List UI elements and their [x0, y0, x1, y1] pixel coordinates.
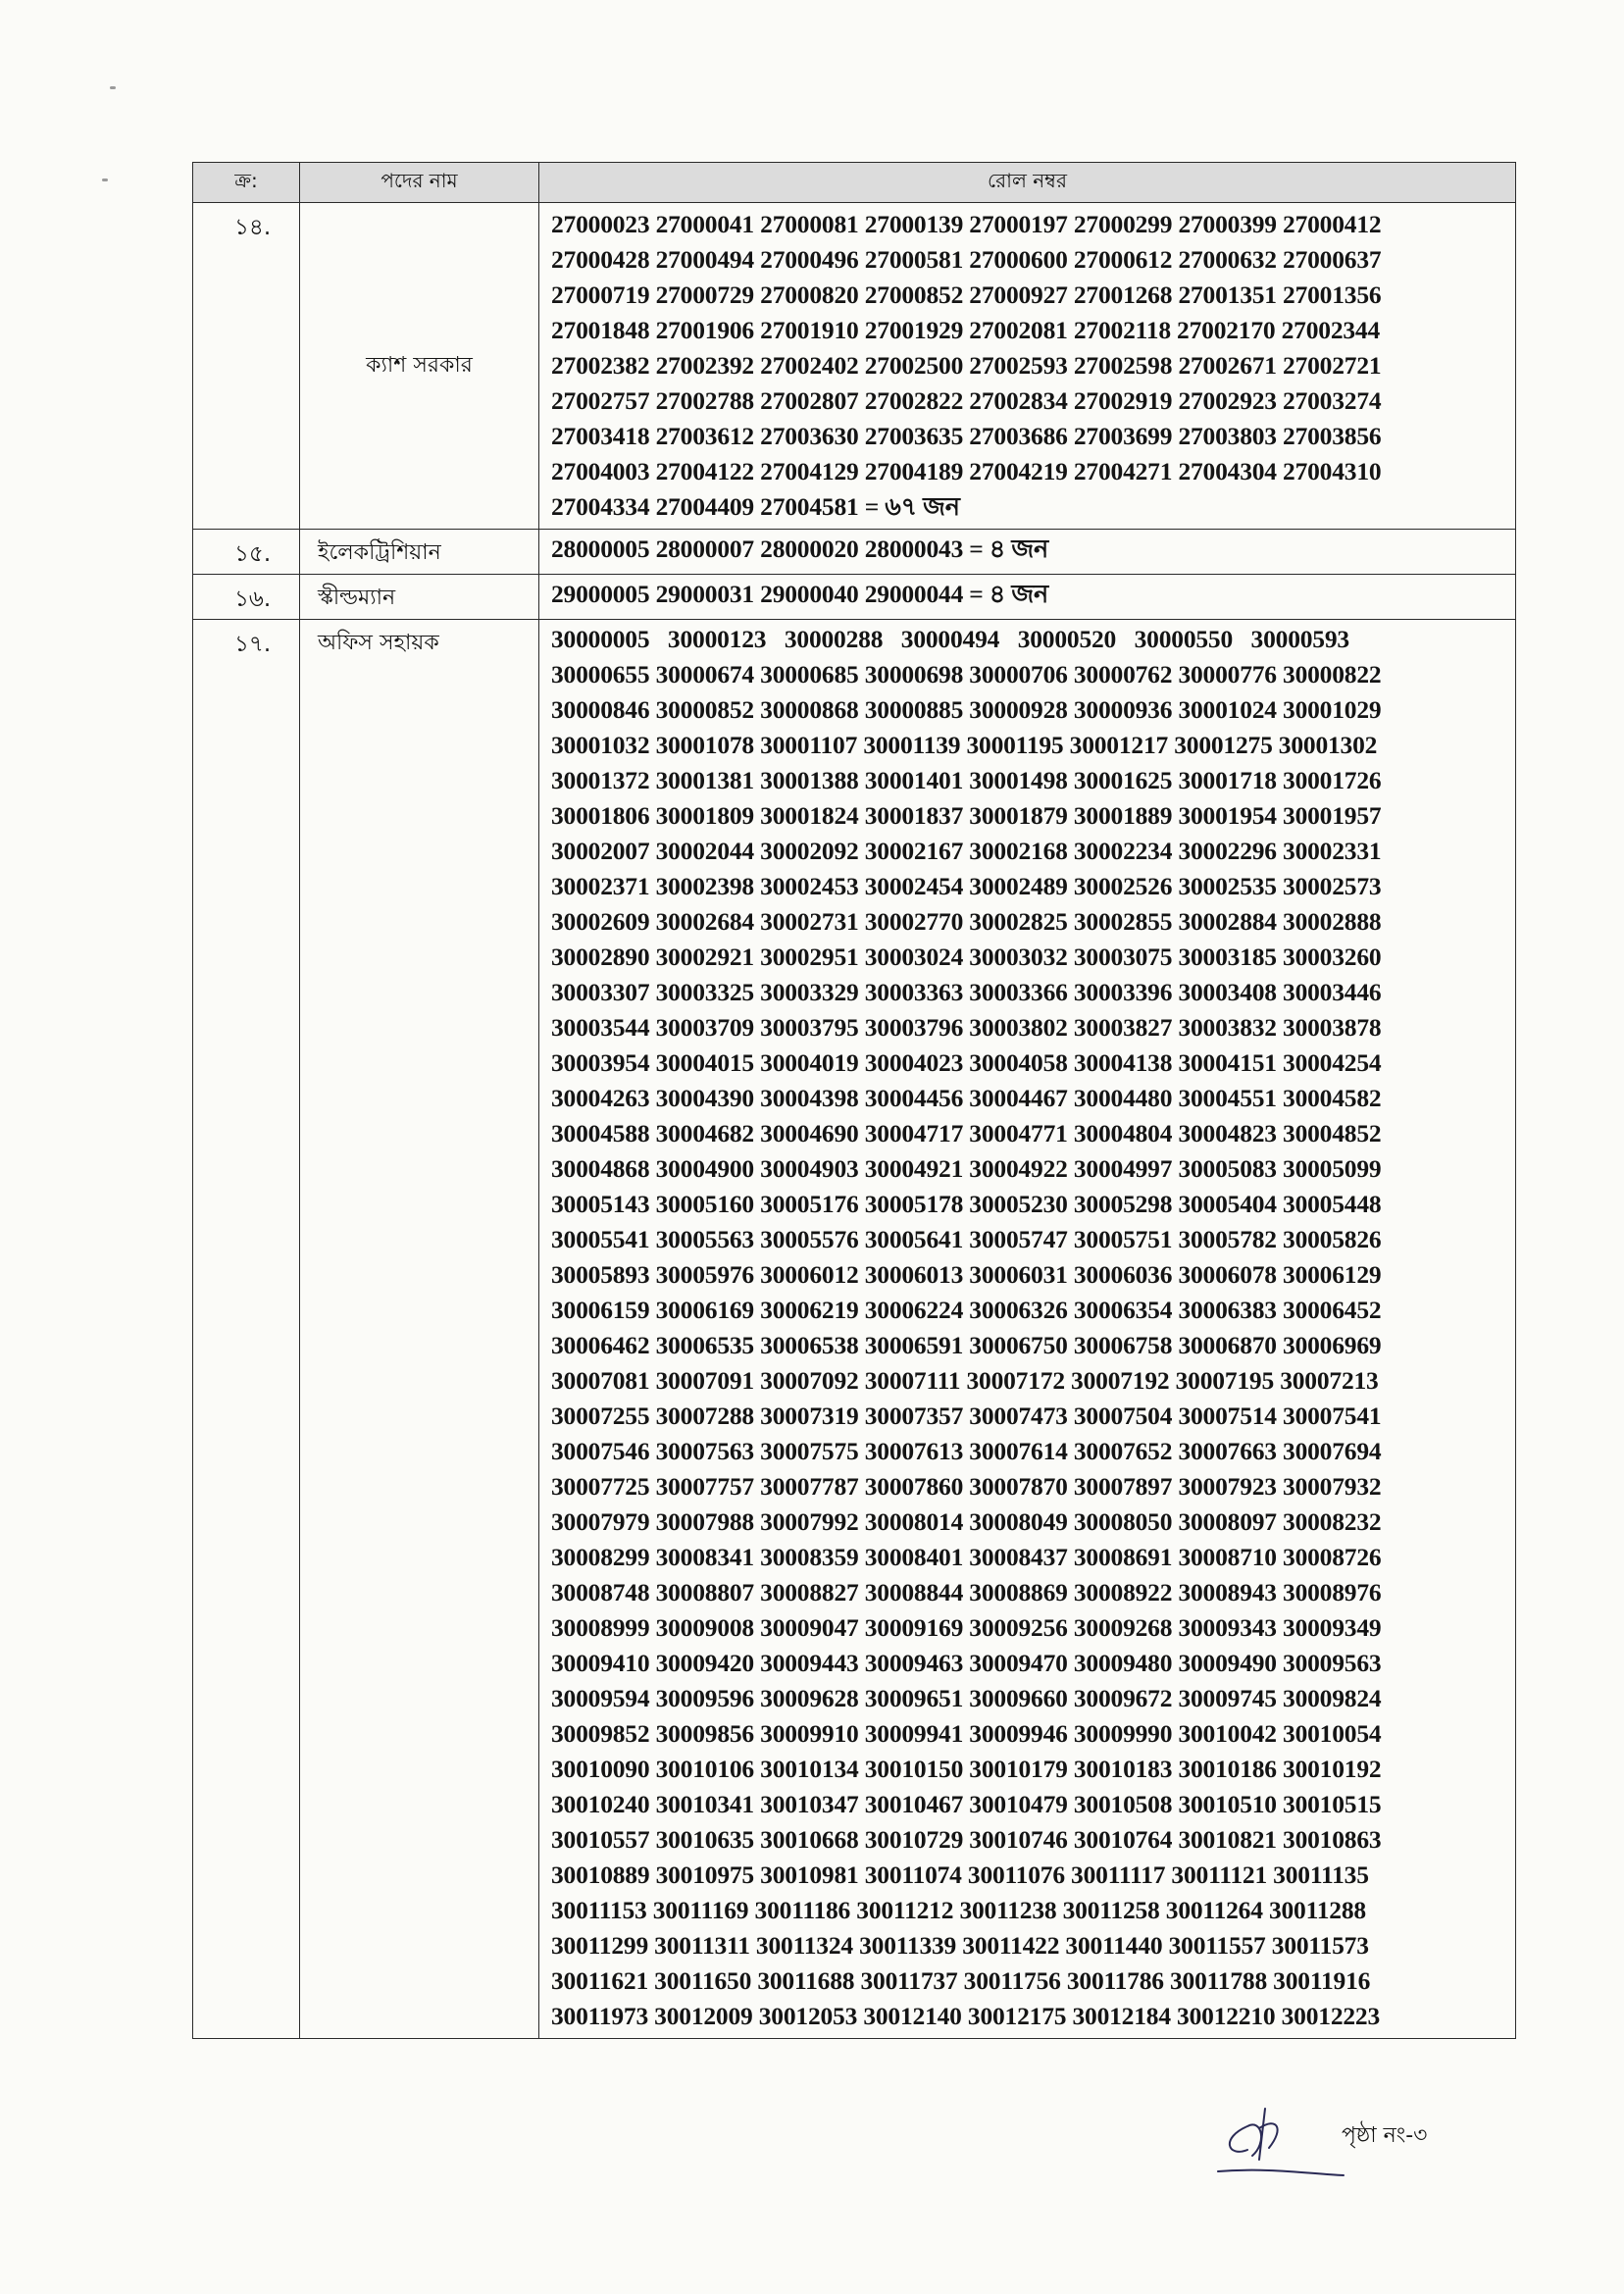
table-row [193, 530, 1516, 575]
roll-number-line: 27003418 27003612 27003630 27003635 27003686 27003699 27003803 27003856 [551, 422, 1382, 450]
roll-number-line: 30008748 30008807 30008827 30008844 30008869 30008922 30008943 30008976 [551, 1578, 1382, 1606]
roll-number-line: 30011621 30011650 30011688 30011737 30011756 30011786 30011788 30011916 [551, 1966, 1371, 1995]
roll-number-line: 30003544 30003709 30003795 30003796 30003802 30003827 30003832 30003878 [551, 1013, 1382, 1042]
roll-number-line: 30007255 30007288 30007319 30007357 30007473 30007504 30007514 30007541 [551, 1402, 1382, 1430]
roll-number-line: 30001372 30001381 30001388 30001401 30001498 30001625 30001718 30001726 [551, 766, 1382, 794]
header-serial: ক্র: [193, 163, 300, 203]
roll-number-line: 30010557 30010635 30010668 30010729 30010746 30010764 30010821 30010863 [551, 1825, 1382, 1854]
roll-number-line: 27001848 27001906 27001910 27001929 27002081 27002118 27002170 27002344 [551, 316, 1381, 344]
roll-number-line: 30008999 30009008 30009047 30009169 30009256 30009268 30009343 30009349 [551, 1613, 1382, 1642]
roll-number-line: 30004868 30004900 30004903 30004921 30004922 30004997 30005083 30005099 [551, 1154, 1382, 1183]
serial-cell: ১৫. [193, 530, 300, 575]
roll-number-line: 30009852 30009856 30009910 30009941 30009946 30009990 30010042 30010054 [551, 1719, 1382, 1748]
table-row [193, 203, 1516, 530]
roll-number-line: 27000428 27000494 27000496 27000581 27000600 27000612 27000632 27000637 [551, 245, 1382, 274]
roll-number-line: 30004263 30004390 30004398 30004456 30004467 30004480 30004551 30004582 [551, 1084, 1382, 1112]
roll-number-line: 30011153 30011169 30011186 30011212 30011238 30011258 30011264 30011288 [551, 1896, 1366, 1924]
roll-number-line: 27004003 27004122 27004129 27004189 27004219 27004271 27004304 27004310 [551, 457, 1382, 485]
roll-number-line: 27000023 27000041 27000081 27000139 27000197 27000299 27000399 27000412 [551, 210, 1382, 238]
roll-number-line: 30001032 30001078 30001107 30001139 30001195 30001217 30001275 30001302 [551, 731, 1378, 759]
scan-speck [102, 178, 108, 181]
scan-speck [110, 86, 116, 89]
roll-number-line: 30007546 30007563 30007575 30007613 30007614 30007652 30007663 30007694 [551, 1437, 1382, 1465]
serial-cell: ১৬. [193, 575, 300, 620]
roll-number-line: 30002890 30002921 30002951 30003024 30003032 30003075 30003185 30003260 [551, 943, 1382, 971]
post-name-cell: ইলেকট্রিশিয়ান [300, 530, 539, 575]
roll-number-line: 30002609 30002684 30002731 30002770 30002825 30002855 30002884 30002888 [551, 907, 1382, 936]
roll-number-line: 27000719 27000729 27000820 27000852 27000927 27001268 27001351 27001356 [551, 280, 1382, 309]
post-name-cell: স্কীল্ডম্যান [300, 575, 539, 620]
roll-number-line: 27002382 27002392 27002402 27002500 27002593 27002598 27002671 27002721 [551, 351, 1382, 380]
table-row [193, 620, 1516, 2039]
roll-number-line: 30000005 30000123 30000288 30000494 30000520 30000550 30000593 [551, 625, 1349, 653]
roll-number-line: 30007081 30007091 30007092 30007111 30007172 30007192 30007195 30007213 [551, 1366, 1379, 1395]
roll-number-line: 30003954 30004015 30004019 30004023 30004058 30004138 30004151 30004254 [551, 1048, 1382, 1077]
roll-number-line: 27004334 27004409 27004581 = ৬৭ জন [551, 492, 960, 521]
serial-cell: ১৪. [193, 203, 300, 530]
table-body [193, 203, 1516, 2039]
roll-number-line: 28000005 28000007 28000020 28000043 = ৪ জন [551, 535, 1048, 563]
roll-number-line: 30008299 30008341 30008359 30008401 30008437 30008691 30008710 30008726 [551, 1543, 1382, 1571]
roll-number-line: 30007979 30007988 30007992 30008014 30008049 30008050 30008097 30008232 [551, 1507, 1382, 1536]
roll-numbers-cell [539, 530, 1516, 575]
roll-number-line: 30010889 30010975 30010981 30011074 30011076 30011117 30011121 30011135 [551, 1861, 1369, 1889]
roll-number-line: 27002757 27002788 27002807 27002822 27002834 27002919 27002923 27003274 [551, 386, 1382, 415]
post-name-cell: অফিস সহায়ক [300, 620, 539, 2039]
page-number: পৃষ্ঠা নং-৩ [1342, 2123, 1428, 2148]
post-name-cell: ক্যাশ সরকার [300, 203, 539, 530]
roll-number-line: 30010240 30010341 30010347 30010467 30010479 30010508 30010510 30010515 [551, 1790, 1382, 1818]
serial-cell: ১৭. [193, 620, 300, 2039]
roll-number-line: 30006159 30006169 30006219 30006224 30006326 30006354 30006383 30006452 [551, 1296, 1382, 1324]
roll-number-line: 30009410 30009420 30009443 30009463 30009470 30009480 30009490 30009563 [551, 1649, 1382, 1677]
header-roll-number: রোল নম্বর [539, 163, 1516, 203]
roll-number-table [192, 162, 1516, 2039]
roll-number-line: 30004588 30004682 30004690 30004717 30004771 30004804 30004823 30004852 [551, 1119, 1382, 1147]
roll-number-line: 30003307 30003325 30003329 30003363 30003366 30003396 30003408 30003446 [551, 978, 1382, 1006]
roll-number-line: 30000655 30000674 30000685 30000698 30000706 30000762 30000776 30000822 [551, 660, 1382, 688]
roll-numbers-cell [539, 620, 1516, 2039]
roll-number-line: 30011299 30011311 30011324 30011339 30011422 30011440 30011557 30011573 [551, 1931, 1369, 1960]
roll-numbers-cell [539, 575, 1516, 620]
roll-number-line: 30006462 30006535 30006538 30006591 30006750 30006758 30006870 30006969 [551, 1331, 1382, 1359]
table-header-row [193, 163, 1516, 203]
roll-numbers-cell [539, 203, 1516, 530]
roll-number-line: 30011973 30012009 30012053 30012140 30012175 30012184 30012210 30012223 [551, 2002, 1381, 2030]
roll-number-line: 30002371 30002398 30002453 30002454 30002489 30002526 30002535 30002573 [551, 872, 1382, 900]
table-row [193, 575, 1516, 620]
roll-number-line: 29000005 29000031 29000040 29000044 = ৪ জন [551, 580, 1048, 608]
roll-number-line: 30010090 30010106 30010134 30010150 30010179 30010183 30010186 30010192 [551, 1755, 1382, 1783]
roll-number-line: 30009594 30009596 30009628 30009651 30009660 30009672 30009745 30009824 [551, 1684, 1382, 1712]
roll-number-line: 30005143 30005160 30005176 30005178 30005230 30005298 30005404 30005448 [551, 1190, 1382, 1218]
roll-number-line: 30001806 30001809 30001824 30001837 30001879 30001889 30001954 30001957 [551, 801, 1382, 830]
roll-number-line: 30005541 30005563 30005576 30005641 30005747 30005751 30005782 30005826 [551, 1225, 1382, 1253]
signature-image [1208, 2099, 1345, 2177]
header-post-name: পদের নাম [300, 163, 539, 203]
roll-number-line: 30000846 30000852 30000868 30000885 30000928 30000936 30001024 30001029 [551, 695, 1382, 724]
roll-number-line: 30007725 30007757 30007787 30007860 30007870 30007897 30007923 30007932 [551, 1472, 1382, 1501]
roll-number-line: 30005893 30005976 30006012 30006013 30006031 30006036 30006078 30006129 [551, 1260, 1382, 1289]
roll-number-line: 30002007 30002044 30002092 30002167 30002168 30002234 30002296 30002331 [551, 837, 1382, 865]
